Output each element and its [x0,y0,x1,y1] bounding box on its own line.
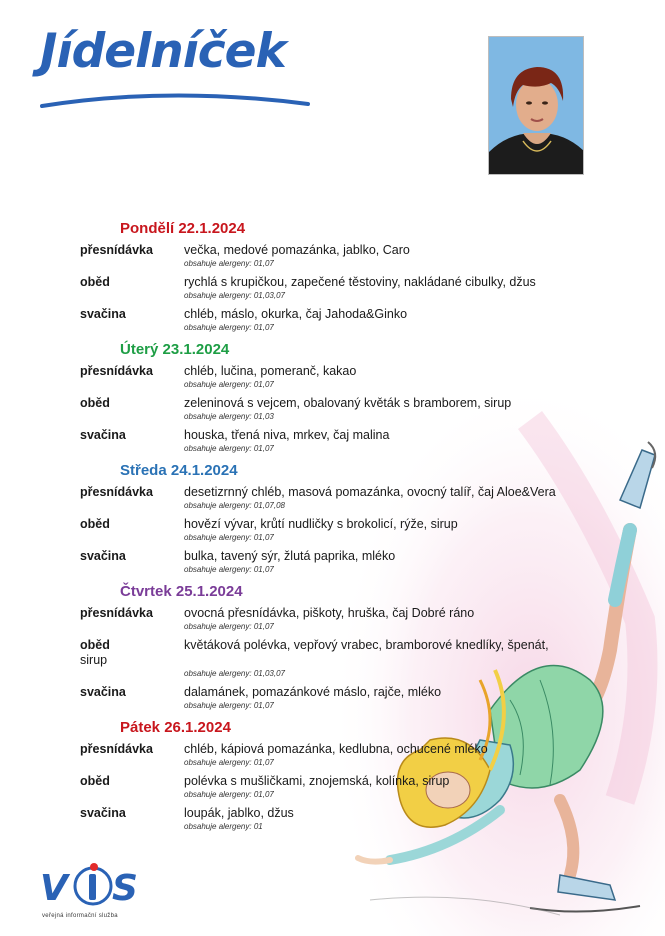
meal-item [80,243,590,269]
day-section [80,583,590,711]
meal-text: dalamánek, pomazánkové máslo, rajče, mléko [184,685,442,699]
portrait-photo [488,36,584,175]
allergen-note: obsahuje alergeny: 01,03 [184,412,274,421]
allergen-note: obsahuje alergeny: 01,07 [184,380,274,389]
vis-logo-subtitle: veřejná informační služba [42,913,118,919]
allergen-note: obsahuje alergeny: 01,07 [184,790,274,799]
allergen-note: obsahuje alergeny: 01,07 [184,758,274,767]
meal-item [80,364,590,390]
meal-text: zeleninová s vejcem, obalovaný květák s bramborem, sirup [184,396,512,410]
day-heading: Úterý 23.1.2024 [120,341,230,358]
meal-name: přesnídávka [80,742,153,756]
meal-item [80,742,590,768]
meal-item [80,307,590,333]
day-section [80,220,590,333]
allergen-note: obsahuje alergeny: 01,07 [184,259,274,268]
meal-text: polévka s mušličkami, znojemská, kolínka, sirup [184,774,450,788]
meal-item [80,606,590,632]
allergen-note: obsahuje alergeny: 01,07,08 [184,501,285,510]
meal-name: přesnídávka [80,364,153,378]
allergen-note: obsahuje alergeny: 01,07 [184,701,274,710]
meal-item [80,275,590,301]
vis-logo [38,860,148,920]
meal-text: hovězí vývar, krůtí nudličky s brokolicí, rýže, sirup [184,517,458,531]
allergen-note: obsahuje alergeny: 01,07 [184,533,274,542]
meal-item [80,428,590,454]
day-heading: Pondělí 22.1.2024 [120,220,246,237]
meal-name: svačina [80,549,126,563]
meal-text-continued: sirup [80,653,108,667]
allergen-note: obsahuje alergeny: 01,07 [184,323,274,332]
allergen-note: obsahuje alergeny: 01,07 [184,622,274,631]
page-title: Jídelníček [40,24,286,79]
day-section [80,719,590,832]
meal-name: oběd [80,638,110,652]
meal-item [80,685,590,711]
header-title [38,18,313,113]
meal-name: svačina [80,806,126,820]
meal-name: oběd [80,517,110,531]
meal-text: chléb, kápiová pomazánka, kedlubna, ochucené mléko [184,742,488,756]
meal-text: ovocná přesnídávka, piškoty, hruška, čaj Dobré ráno [184,606,475,620]
meal-name: svačina [80,428,126,442]
svg-text:V: V [40,868,68,909]
meal-name: oběd [80,774,110,788]
meal-text: chléb, máslo, okurka, čaj Jahoda&Ginko [184,307,408,321]
day-heading: Pátek 26.1.2024 [120,719,231,736]
meal-item [80,774,590,800]
meal-name: oběd [80,396,110,410]
vis-logo-mark [38,860,148,912]
meal-item [80,806,590,832]
meal-item [80,638,590,679]
meal-text: houska, třená niva, mrkev, čaj malina [184,428,390,442]
meal-name: přesnídávka [80,606,153,620]
meal-name: oběd [80,275,110,289]
allergen-note: obsahuje alergeny: 01,03,07 [184,291,285,300]
meal-text: večka, medové pomazánka, jablko, Caro [184,243,410,257]
meal-name: svačina [80,685,126,699]
meal-item [80,549,590,575]
meal-text: bulka, tavený sýr, žlutá paprika, mléko [184,549,396,563]
meal-text: desetizrnný chléb, masová pomazánka, ovocný talíř, čaj Aloe&Vera [184,485,556,499]
portrait-image [489,37,584,175]
meal-name: přesnídávka [80,243,153,257]
day-section [80,462,590,575]
meal-name: přesnídávka [80,485,153,499]
meal-name: svačina [80,307,126,321]
meal-text: chléb, lučina, pomeranč, kakao [184,364,357,378]
menu-list [80,220,590,840]
day-heading: Středa 24.1.2024 [120,462,238,479]
allergen-note: obsahuje alergeny: 01,07 [184,444,274,453]
day-section [80,341,590,454]
meal-item [80,485,590,511]
meal-item [80,396,590,422]
meal-item [80,517,590,543]
allergen-note: obsahuje alergeny: 01 [184,822,263,831]
meal-text: květáková polévka, vepřový vrabec, bramborové knedlíky, špenát, [184,638,549,652]
meal-text: rychlá s krupičkou, zapečené těstoviny, nakládané cibulky, džus [184,275,536,289]
svg-text:S: S [112,868,138,909]
allergen-note: obsahuje alergeny: 01,03,07 [184,669,285,678]
title-swoosh-decoration [38,80,313,110]
allergen-note: obsahuje alergeny: 01,07 [184,565,274,574]
day-heading: Čtvrtek 25.1.2024 [120,583,243,600]
meal-text: loupák, jablko, džus [184,806,294,820]
